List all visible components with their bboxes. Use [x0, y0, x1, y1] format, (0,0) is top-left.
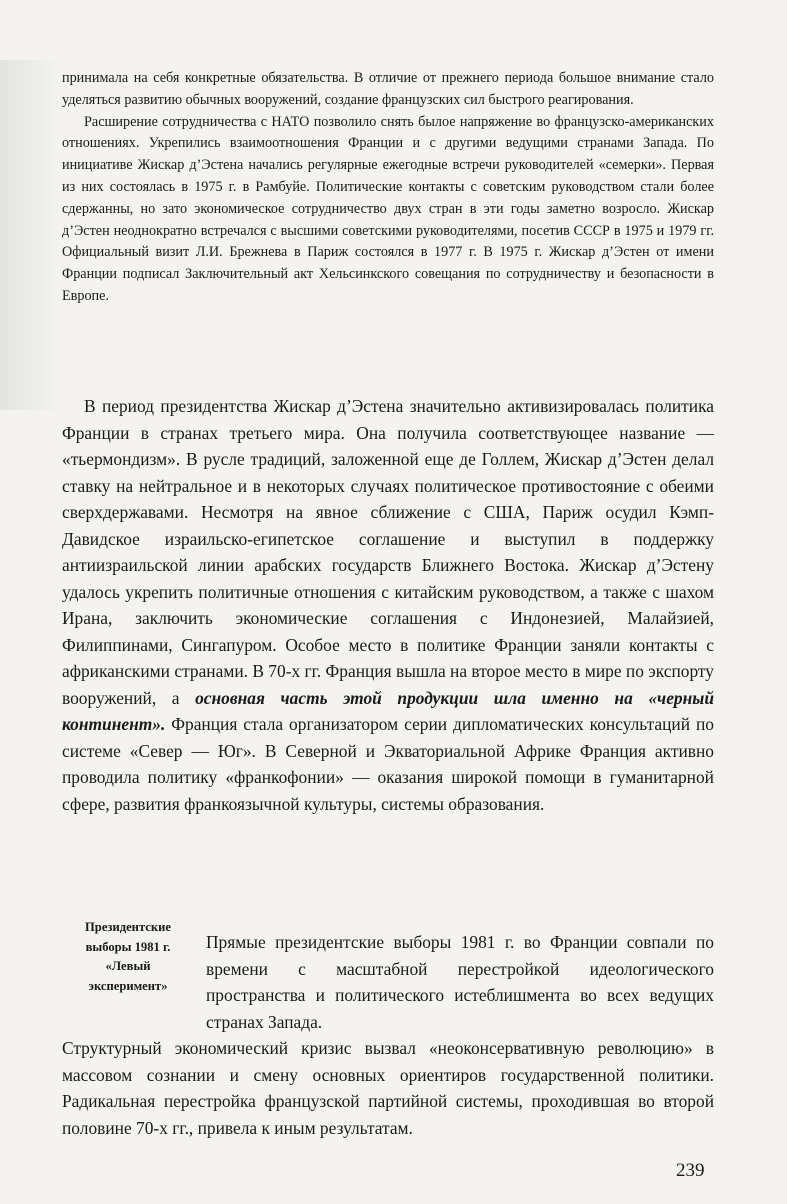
main-text-block [62, 393, 714, 817]
sidebar-line-4: эксперимент» [88, 978, 168, 993]
paragraph-elections: Прямые президентские выборы 1981 г. во Франции совпали по времени с масштабной перестройкой идеологического пространства и политического истеблишмента во всех ведущих странах Запада. [206, 932, 714, 1032]
page-edge-shadow [0, 60, 60, 410]
top-text-block [62, 68, 714, 308]
paragraph-nato: Расширение сотрудничества с НАТО позволило снять былое напряжение во французско-американских отношениях. Укрепились взаимоотношения Франции и с другими ведущими странами Запада. По инициативе Жискар д’Эстена начались регулярные ежегодные встречи руководителей «семерки». Первая из них состоялась в 1975 г. в Рамбуйе. Политические контакты с советским руководством стали более сдержанны, но зато экономическое сотрудничество двух стран в эти годы заметно возросло. Жискар д’Эстен неоднократно встречался с высшими советскими руководителями, посетив СССР в 1975 и 1979 гг. Официальный визит Л.И. Брежнева в Париж состоялся в 1977 г. В 1975 г. Жискар д’Эстен от имени Франции подписал Заключительный акт Хельсинкского совещания по сотрудничеству и безопасности в Европе. [62, 113, 714, 304]
section-continued-text [62, 1018, 714, 1159]
paragraph-third-world-start: В период президентства Жискар д’Эстена значительно активизировалась политика Франции в странах третьего мира. Она получила соответствующее название — «тьермондизм». В русле традиций, заложенной еще де Голлем, Жискар д’Эстен делал ставку на нейтральное и в некоторых случаях политическое противостояние с обеими сверхдержавами. Несмотря на явное сближение с США, Париж осудил Кэмп-Давидское израильско-египетское соглашение и выступил в поддержку антиизраильской линии арабских государств Ближнего Востока. Жискар д’Эстену удалось укрепить политичные отношения с китайским руководством, а также с шахом Ирана, заключить экономические соглашения с Индонезией, Малайзией, Филиппинами, Сингапуром. Особое место в политике Франции заняли контакты с африканскими странами. В 70-х гг. Франция вышла на второе место в мире по экспорту вооружений, а [62, 396, 714, 708]
sidebar-line-3: «Левый [105, 959, 151, 973]
page-number: 239 [676, 1160, 705, 1181]
sidebar-line-1: Президентские [85, 920, 171, 934]
sidebar-line-2: выборы 1981 г. [85, 939, 171, 954]
emphasis-black-continent: основная часть этой продукции шла именно на «черный континент». [62, 687, 714, 734]
paragraph-third-world-end: Франция стала организатором серии дипломатических консультаций по системе «Север — Юг». В Северной и Экваториальной Африке Франция активно проводила политику «франкофонии» — оказания широкой помощи в гуманитарной сфере, развития франкоязычной культуры, системы образования. [62, 714, 714, 814]
paragraph-continuation: принимала на себя конкретные обязательства. В отличие от прежнего периода большое внимание стало уделяться развитию обычных вооружений, создание французских сил быстрого реагирования. [62, 70, 714, 108]
paragraph-third-world [62, 393, 714, 817]
paragraph-crisis: Структурный экономический кризис вызвал «неоконсервативную революцию» в массовом сознании и смену основных ориентиров государственной политики. Радикальная перестройка французской партийной системы, проходившая во второй половине 70-х гг., привела к иным результатам. [62, 1038, 714, 1138]
section-sidebar-heading [58, 918, 198, 996]
